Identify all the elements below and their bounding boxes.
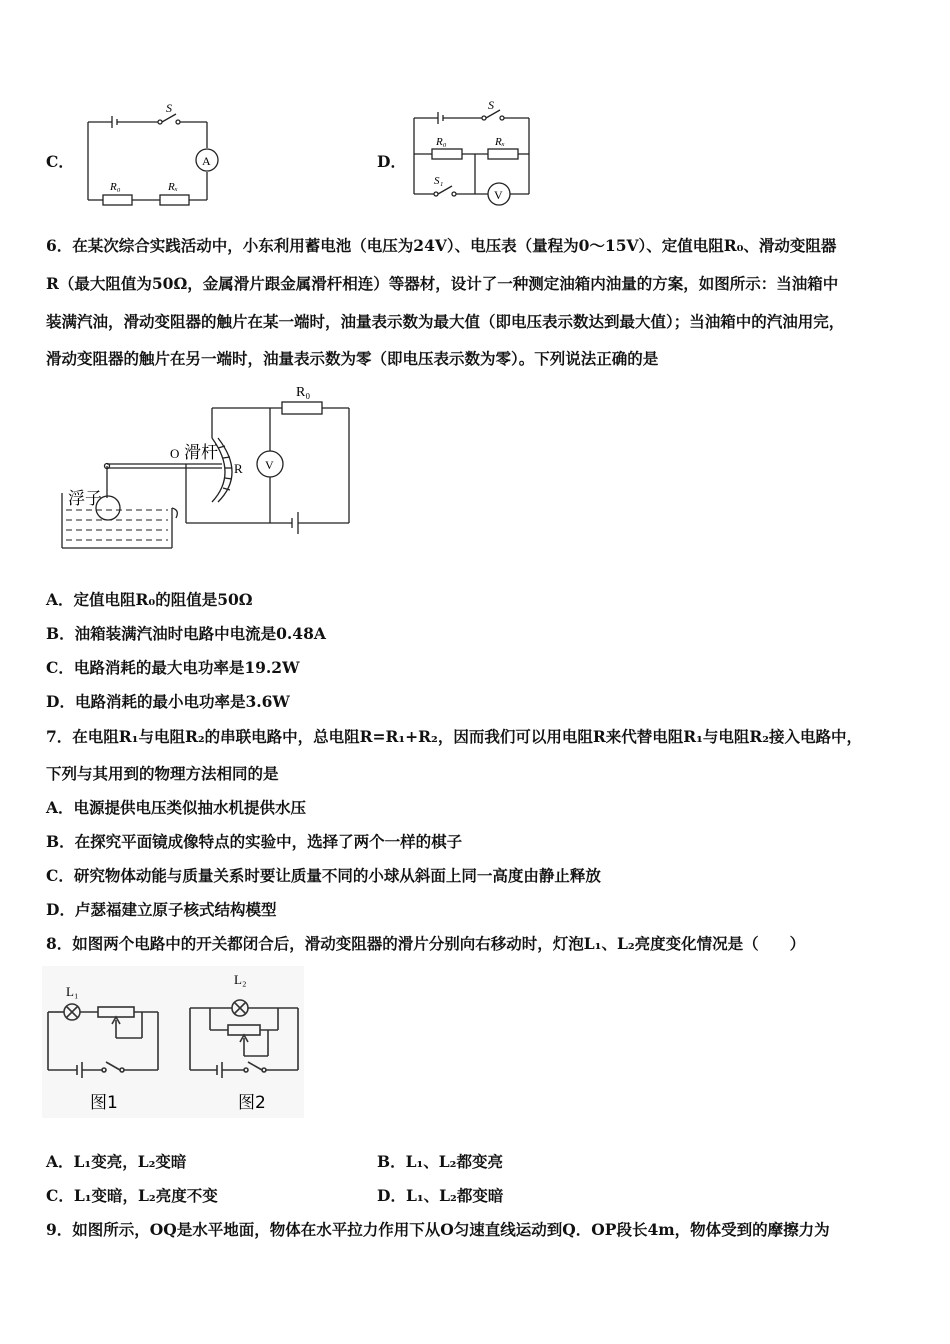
q7-stem-line-1: 7．在电阻R₁与电阻R₂的串联电路中，总电阻R=R₁+R₂，因而我们可以用电阻R来代替电阻R₁与电阻R₂接入电路中， xyxy=(46,727,863,746)
rx-label: Rₓ xyxy=(168,181,178,193)
q8-stem: 8．如图两个电路中的开关都闭合后，滑动变阻器的滑片分别向右移动时，灯泡L₁、L₂亮度变化情况是（ ） xyxy=(46,934,806,953)
q6-stem-line-4: 滑动变阻器的触片在另一端时，油量表示数为零（即电压表示数为零）。下列说法正确的是 xyxy=(46,349,659,368)
r0-label: R₀ xyxy=(296,385,311,400)
voltmeter-label: V xyxy=(265,458,274,472)
switch-s1-label: S₁ xyxy=(434,175,444,187)
pivot-o-label: O xyxy=(170,446,180,461)
r0-label: R₀ xyxy=(110,181,121,193)
q8-circuits-figure xyxy=(42,966,304,1118)
q6-option-c: C．电路消耗的最大电功率是19.2W xyxy=(46,658,300,677)
q6-option-a: A．定值电阻R₀的阻值是50Ω xyxy=(46,590,253,609)
q6-stem-line-1: 6．在某次综合实践活动中，小东利用蓄电池（电压为24V）、电压表（量程为0～15V）、定值电阻R₀、滑动变阻器 xyxy=(46,236,837,255)
r0-resistor xyxy=(282,402,322,414)
fig2-caption: 图2 xyxy=(238,1093,266,1113)
switch-s-label: S xyxy=(488,98,494,112)
fig1-caption: 图1 xyxy=(90,1093,118,1113)
switch-s-label: S xyxy=(166,101,172,115)
q6-stem-line-2: R（最大阻值为50Ω，金属滑片跟金属滑杆相连）等器材，设计了一种测定油箱内油量的方案，如图所示：当油箱中 xyxy=(46,274,839,293)
slider-rod-label: 滑杆 xyxy=(184,443,218,463)
q7-option-a: A．电源提供电压类似抽水机提供水压 xyxy=(46,798,307,817)
q5-circuit-c xyxy=(80,100,220,210)
q8-option-a: A．L₁变亮，L₂变暗 xyxy=(46,1152,187,1171)
r0-label: R₀ xyxy=(436,136,447,148)
rheostat-r-label: R xyxy=(234,461,243,476)
rx-label: Rₓ xyxy=(495,136,505,148)
voltmeter-label: V xyxy=(494,188,503,202)
l1-label: L₁ xyxy=(66,984,79,999)
q7-option-d: D．卢瑟福建立原子核式结构模型 xyxy=(46,900,277,919)
q8-option-d: D．L₁、L₂都变暗 xyxy=(377,1186,504,1205)
q9-stem: 9．如图所示，OQ是水平地面，物体在水平拉力作用下从O匀速直线运动到Q．OP段长4m，物体受到的摩擦力为 xyxy=(46,1220,830,1239)
q7-option-b: B．在探究平面镜成像特点的实验中，选择了两个一样的棋子 xyxy=(46,832,463,851)
q6-oil-tank-figure xyxy=(52,378,362,556)
q5-option-d-label: D． xyxy=(377,152,406,171)
l2-label: L₂ xyxy=(234,972,247,987)
q6-option-b: B．油箱装满汽油时电路中电流是0.48A xyxy=(46,624,326,643)
q7-stem-line-2: 下列与其用到的物理方法相同的是 xyxy=(46,764,279,783)
float-label: 浮子 xyxy=(68,489,102,509)
q7-option-c: C．研究物体动能与质量关系时要让质量不同的小球从斜面上同一高度由静止释放 xyxy=(46,866,601,885)
q5-option-c-label: C． xyxy=(46,152,74,171)
q6-option-d: D．电路消耗的最小电功率是3.6W xyxy=(46,692,290,711)
q8-option-c: C．L₁变暗，L₂亮度不变 xyxy=(46,1186,218,1205)
ammeter-label: A xyxy=(202,154,211,168)
q8-option-b: B．L₁、L₂都变亮 xyxy=(377,1152,503,1171)
q6-stem-line-3: 装满汽油，滑动变阻器的触片在某一端时，油量表示数为最大值（即电压表示数达到最大值）；当油箱中的汽油用完， xyxy=(46,312,845,331)
q5-circuit-d xyxy=(408,98,538,210)
